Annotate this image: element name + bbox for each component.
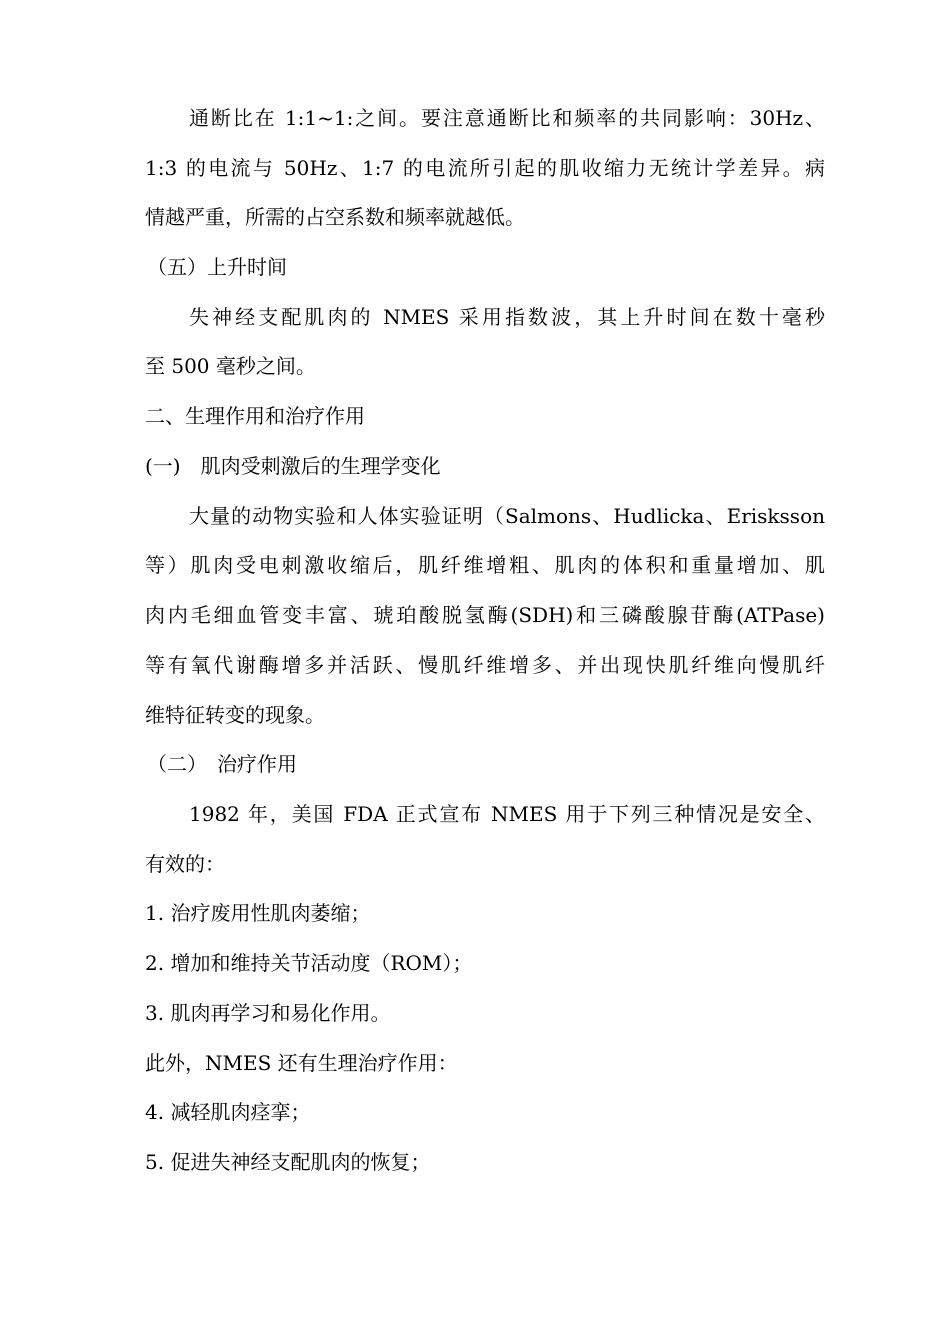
paragraph-line: 至 500 毫秒之间。	[145, 354, 316, 378]
paragraph-line: 此外，NMES 还有生理治疗作用：	[145, 1051, 458, 1075]
paragraph-line: 维特征转变的现象。	[145, 703, 325, 727]
paragraph-line: 1:3 的电流与 50Hz、1:7 的电流所引起的肌收缩力无统计学差异。病	[145, 156, 825, 180]
paragraph-line: 有效的：	[145, 852, 225, 876]
list-item: 1. 治疗废用性肌肉萎缩；	[145, 901, 371, 925]
list-item: 5. 促进失神经支配肌肉的恢复；	[145, 1150, 431, 1174]
list-item: 3. 肌肉再学习和易化作用。	[145, 1001, 391, 1025]
paragraph-line: 1982 年，美国 FDA 正式宣布 NMES 用于下列三种情况是安全、	[189, 802, 825, 826]
list-item: 4. 减轻肌肉痉挛；	[145, 1100, 311, 1124]
section-heading: 二、生理作用和治疗作用	[145, 404, 365, 428]
section-heading: （五）上升时间	[147, 255, 287, 279]
paragraph-line: 失神经支配肌肉的 NMES 采用指数波，其上升时间在数十毫秒	[189, 305, 825, 329]
list-item: 2. 增加和维持关节活动度（ROM）；	[145, 951, 473, 975]
subsection-heading: （二） 治疗作用	[147, 752, 297, 776]
subsection-heading: (一) 肌肉受刺激后的生理学变化	[145, 454, 441, 478]
paragraph-line: 肉内毛细血管变丰富、琥珀酸脱氢酶(SDH)和三磷酸腺苷酶(ATPase)	[145, 603, 825, 627]
paragraph-line: 情越严重，所需的占空系数和频率就越低。	[145, 205, 525, 229]
paragraph-line: 大量的动物实验和人体实验证明（Salmons、Hudlicka、Erisksson	[189, 504, 825, 528]
paragraph-line: 等有氧代谢酶增多并活跃、慢肌纤维增多、并出现快肌纤维向慢肌纤	[145, 653, 825, 677]
paragraph-line: 通断比在 1:1~1:之间。要注意通断比和频率的共同影响：30Hz、	[189, 106, 825, 130]
paragraph-line: 等）肌肉受电刺激收缩后，肌纤维增粗、肌肉的体积和重量增加、肌	[145, 553, 825, 577]
